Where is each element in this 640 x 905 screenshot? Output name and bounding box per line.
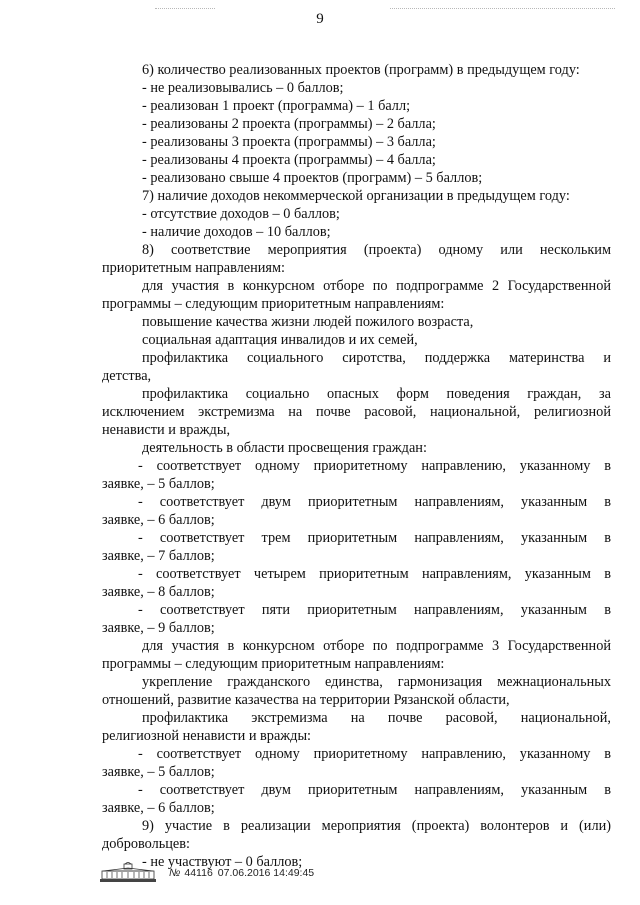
text-line: профилактика социального сиротства, поддержка материнства и: [142, 350, 611, 366]
text-line: детства,: [102, 368, 152, 384]
text-line: заявке, – 5 баллов;: [102, 764, 215, 780]
text-line: исключением экстремизма на почве расовой, национальной, религиозной: [102, 404, 611, 420]
text-line: приоритетным направлениям:: [102, 260, 286, 276]
text-line: заявке, – 7 баллов;: [102, 548, 215, 564]
text-line: 6) количество реализованных проектов (программ) в предыдущем году:: [142, 62, 580, 78]
text-line: - не реализовывались – 0 баллов;: [142, 80, 344, 96]
text-line: заявке, – 5 баллов;: [102, 476, 215, 492]
text-line: программы – следующим приоритетным направлениям:: [102, 296, 445, 312]
footer-timestamp: 07.06.2016 14:49:45: [217, 867, 315, 879]
text-line: - соответствует двум приоритетным направлениям, указанным в: [138, 494, 611, 510]
text-line: укрепление гражданского единства, гармонизация межнациональных: [142, 674, 611, 690]
text-line: - соответствует одному приоритетному направлению, указанному в: [138, 746, 611, 762]
document-body: [102, 61, 611, 871]
text-line: - реализованы 2 проекта (программы) – 2 балла;: [142, 116, 436, 132]
text-line: отношений, развитие казачества на территории Рязанской области,: [102, 692, 510, 708]
text-line: 8) соответствие мероприятия (проекта) одному или нескольким: [142, 242, 611, 258]
government-building-stamp-icon: [99, 862, 157, 884]
text-line: - отсутствие доходов – 0 баллов;: [142, 206, 340, 222]
footer-number-sign: №: [169, 867, 181, 879]
text-line: - соответствует трем приоритетным направлениям, указанным в: [138, 530, 611, 546]
text-line: - реализовано свыше 4 проектов (программ) – 5 баллов;: [142, 170, 483, 186]
text-line: заявке, – 6 баллов;: [102, 800, 215, 816]
text-line: повышение качества жизни людей пожилого возраста,: [142, 314, 474, 330]
text-line: заявке, – 6 баллов;: [102, 512, 215, 528]
page-number: 9: [316, 11, 324, 27]
text-line: 9) участие в реализации мероприятия (проекта) волонтеров и (или): [142, 818, 611, 834]
text-line: деятельность в области просвещения граждан:: [142, 440, 427, 456]
text-line: - соответствует двум приоритетным направлениям, указанным в: [138, 782, 611, 798]
text-line: ненависти и вражды,: [102, 422, 231, 438]
footer-registration-number: 44116: [184, 867, 213, 879]
text-line: - соответствует четырем приоритетным направлениям, указанным в: [138, 566, 611, 582]
text-line: добровольцев:: [102, 836, 190, 852]
text-line: заявке, – 9 баллов;: [102, 620, 215, 636]
text-line: заявке, – 8 баллов;: [102, 584, 215, 600]
text-line: - соответствует пяти приоритетным направлениям, указанным в: [138, 602, 611, 618]
text-line: программы – следующим приоритетным направлениям:: [102, 656, 445, 672]
text-line: профилактика социально опасных форм поведения граждан, за: [142, 386, 611, 402]
text-line: - соответствует одному приоритетному направлению, указанному в: [138, 458, 611, 474]
text-line: - наличие доходов – 10 баллов;: [142, 224, 331, 240]
text-line: для участия в конкурсном отборе по подпрограмме 2 Государственной: [142, 278, 611, 294]
text-line: - реализованы 4 проекта (программы) – 4 балла;: [142, 152, 436, 168]
text-line: 7) наличие доходов некоммерческой организации в предыдущем году:: [142, 188, 570, 204]
text-line: - реализованы 3 проекта (программы) – 3 балла;: [142, 134, 436, 150]
text-line: для участия в конкурсном отборе по подпрограмме 3 Государственной: [142, 638, 611, 654]
text-line: профилактика экстремизма на почве расовой, национальной,: [142, 710, 611, 726]
text-line: - реализован 1 проект (программа) – 1 балл;: [142, 98, 411, 114]
text-line: - не участвуют – 0 баллов;: [142, 854, 303, 870]
text-line: социальная адаптация инвалидов и их семей,: [142, 332, 418, 348]
document-footer: [99, 862, 314, 884]
text-line: религиозной ненависти и вражды:: [102, 728, 312, 744]
